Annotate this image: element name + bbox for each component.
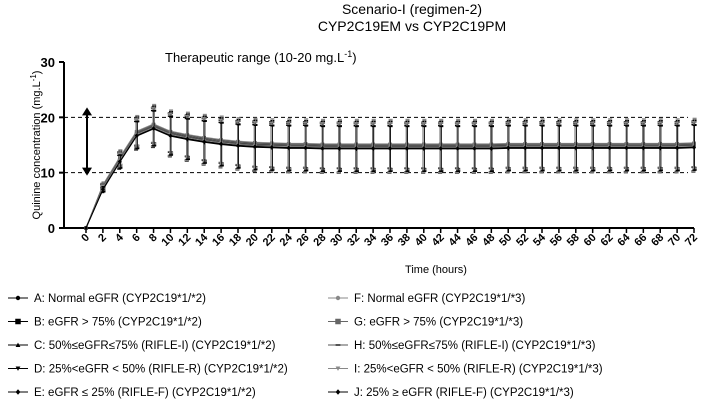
x-tick-label: 4	[113, 231, 126, 245]
series-line	[86, 127, 694, 228]
x-tick-label: 28	[311, 231, 329, 249]
legend-marker	[336, 344, 341, 346]
x-tick-label: 22	[260, 231, 278, 249]
x-tick-label: 52	[514, 231, 532, 249]
x-tick-label: 54	[530, 231, 549, 249]
x-tick-label: 24	[277, 231, 295, 249]
y-tick-label: 20	[40, 110, 55, 126]
legend-item	[8, 364, 288, 376]
x-tick-label: 62	[598, 231, 616, 249]
y-axis-label: Quinine concentration $(mg.L^{-1})$	[29, 70, 43, 220]
range-arrow-down-head	[82, 168, 92, 176]
legend-label: C: 50%≤eGFR≤75% (RIFLE-I) (CYP2C19*1/*2)	[34, 340, 276, 352]
legend-marker	[335, 319, 341, 325]
series-line	[86, 126, 694, 228]
chart-subtitle: CYP2C19EM vs CYP2C19PM	[317, 18, 507, 34]
series-line	[86, 125, 694, 228]
x-tick-label: 40	[412, 231, 430, 249]
legend-label: F: Normal eGFR (CYP2C19*1/*3)	[354, 293, 526, 305]
x-tick-label: 0	[79, 231, 93, 245]
legend-item	[328, 364, 603, 376]
legend-label: D: 25%<eGFR < 50% (RIFLE-R) (CYP2C19*1/*2)	[34, 363, 288, 376]
x-tick-label: 12	[176, 231, 194, 249]
series-line	[86, 125, 694, 228]
x-axis-label: Time (hours)	[405, 264, 467, 276]
x-tick-label: 34	[362, 231, 380, 249]
legend-item	[8, 293, 206, 305]
y-tick-label: 30	[40, 55, 55, 70]
x-tick-label: 42	[429, 231, 447, 249]
x-tick-label: 26	[294, 231, 312, 249]
x-tick-label: 48	[480, 231, 498, 249]
legend-label: G: eGFR > 75% (CYP2C19*1/*3)	[354, 316, 524, 329]
plot-area	[41, 55, 701, 249]
x-tick-label: 20	[243, 231, 262, 249]
therapeutic-range-label: Therapeutic range (10-20 $mg.L^{-1}$)	[165, 49, 357, 65]
x-tick-label: 66	[632, 231, 650, 249]
legend-label: J: 25% ≥ eGFR (RIFLE-F) (CYP2C19*1/*3)	[354, 387, 574, 399]
x-tick-label: 44	[446, 231, 464, 249]
x-tick-label: 36	[378, 231, 397, 249]
legend-marker	[336, 296, 340, 300]
legend-item	[8, 387, 256, 399]
legend-marker	[16, 296, 20, 300]
x-tick-label: 58	[564, 231, 582, 249]
legend-label: B: eGFR > 75% (CYP2C19*1/*2)	[34, 316, 202, 329]
x-tick-label: 18	[226, 231, 245, 249]
chart-title: Scenario-I (regimen-2)	[341, 1, 483, 17]
x-tick-label: 32	[345, 231, 363, 249]
x-tick-label: 60	[581, 231, 599, 249]
legend-item	[8, 340, 276, 352]
x-tick-label: 14	[193, 231, 211, 249]
legend-marker	[15, 319, 21, 325]
x-tick-label: 50	[497, 231, 515, 249]
legend-item	[328, 340, 596, 352]
x-tick-label: 38	[395, 231, 414, 249]
legend-item	[8, 317, 202, 329]
x-tick-label: 10	[159, 231, 177, 249]
legend-label: E: eGFR ≤ 25% (RIFLE-F) (CYP2C19*1/*2)	[34, 387, 256, 399]
legend-label: A: Normal eGFR (CYP2C19*1/*2)	[34, 293, 206, 305]
series-line	[86, 124, 694, 228]
y-tick-label: 10	[40, 165, 55, 181]
x-tick-label: 70	[666, 231, 684, 249]
x-tick-label: 64	[615, 231, 633, 249]
legend-item	[328, 293, 525, 305]
legend-marker	[336, 389, 341, 395]
x-tick-label: 30	[328, 231, 346, 249]
legend-item	[328, 317, 523, 329]
x-tick-label: 46	[463, 231, 481, 249]
x-tick-label: 8	[146, 231, 160, 245]
x-tick-label: 68	[649, 231, 667, 249]
legend-marker	[16, 389, 21, 395]
series-line	[86, 126, 694, 228]
range-arrow-up-head	[82, 107, 92, 115]
legend	[8, 293, 603, 399]
legend-item	[328, 387, 574, 399]
x-tick-label: 6	[129, 231, 143, 245]
y-tick-label: 0	[47, 221, 55, 236]
legend-label: H: 50%≤eGFR≤75% (RIFLE-I) (CYP2C19*1/*3)	[354, 340, 596, 352]
x-tick-label: 16	[210, 231, 228, 249]
x-tick-label: 56	[547, 231, 566, 249]
x-tick-label: 2	[96, 231, 110, 245]
legend-label: I: 25%<eGFR < 50% (RIFLE-R) (CYP2C19*1/*3)	[354, 363, 603, 376]
x-tick-label: 72	[682, 231, 701, 249]
